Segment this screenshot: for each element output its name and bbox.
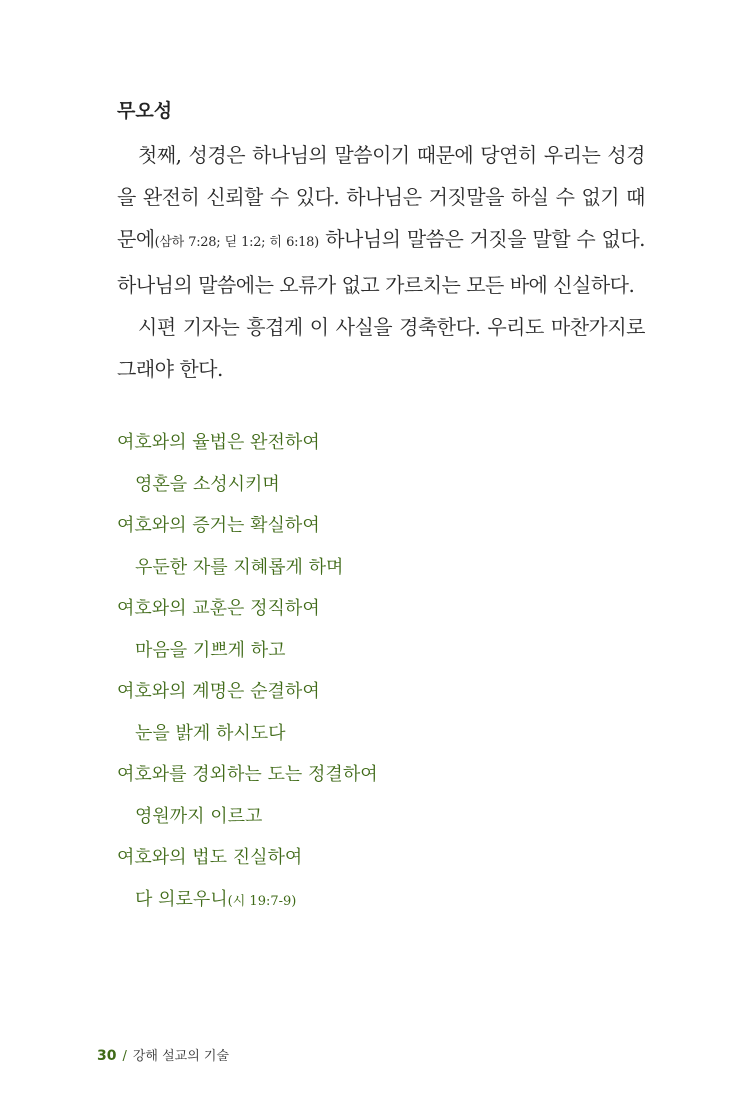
- page-number: 30: [97, 1048, 117, 1064]
- poem-line: 여호와를 경외하는 도는 정결하여: [117, 764, 378, 785]
- poem-line: 여호와의 증거는 확실하여: [117, 515, 320, 536]
- book-title: 강해 설교의 기술: [132, 1049, 230, 1064]
- section-heading: 무오성: [117, 100, 173, 122]
- paragraph-1-text: 첫째, 성경은 하나님의 말씀이기 때문에 당연히 우리는 성경을 완전히 신뢰할 수 있다. 하나님은 거짓말을 하실 수 없기 때문에: [117, 143, 645, 251]
- poem-line: 우둔한 자를 지혜롭게 하며: [135, 556, 344, 578]
- paragraph-1: [117, 134, 645, 306]
- poem-line: 눈을 밝게 하시도다: [135, 722, 286, 744]
- body-text: [117, 134, 645, 390]
- scripture-reference: (삼하 7:28; 딛 1:2; 히 6:18): [154, 235, 319, 250]
- poem-line: 여호와의 교훈은 정직하여: [117, 598, 320, 619]
- poem-line: 영혼을 소성시키며: [135, 473, 280, 495]
- paragraph-2: 시편 기자는 흥겹게 이 사실을 경축한다. 우리도 마찬가지로 그래야 한다.: [117, 315, 645, 381]
- poem-line-text: 다 의로우니: [135, 888, 228, 910]
- poem-citation: (시 19:7-9): [227, 893, 297, 909]
- paragraph-1-tail: 하나님의 말씀은 거짓을 말할 수 없다. 하나님의 말씀에는 오류가 없고 가르치는 모든 바에 신실하다.: [117, 227, 645, 297]
- poem-line-last: [117, 879, 637, 921]
- poem-line: 여호와의 계명은 순결하여: [117, 681, 320, 702]
- footer-separator: /: [122, 1049, 127, 1064]
- poem-line: 영원까지 이르고: [135, 805, 263, 827]
- poem-line: 마음을 기쁘게 하고: [135, 639, 286, 661]
- psalm-quotation: [117, 422, 637, 920]
- poem-line: 여호와의 율법은 완전하여: [117, 432, 320, 453]
- poem-line: 여호와의 법도 진실하여: [117, 847, 303, 868]
- page-footer: [97, 1045, 229, 1064]
